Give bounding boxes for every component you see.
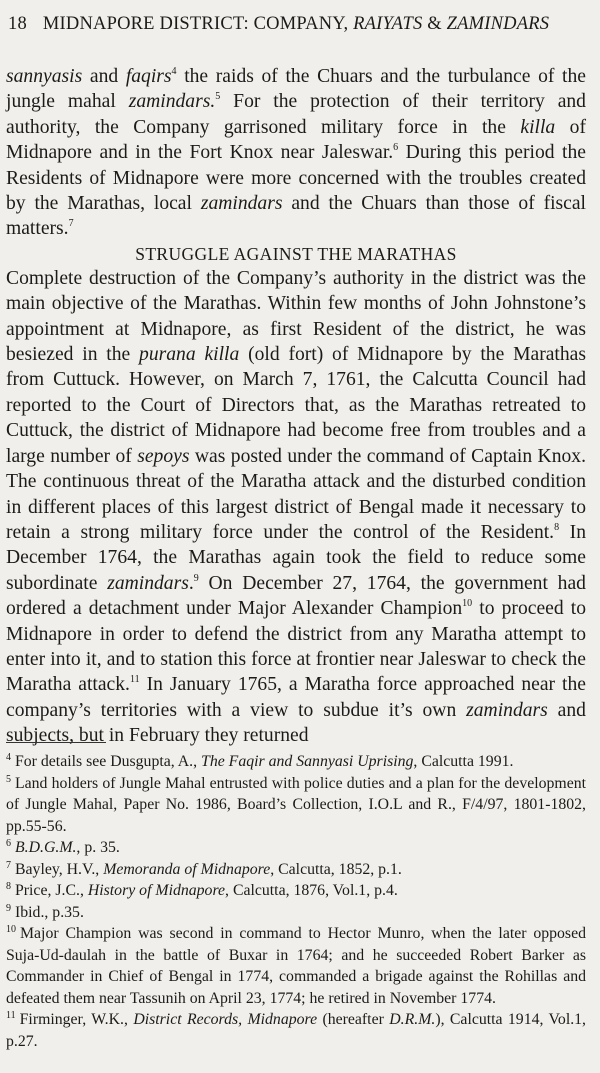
footnote-ref: 10 (462, 598, 473, 610)
footnotes (6, 751, 586, 1052)
running-header (8, 14, 590, 35)
footnote-11: $^{11}$ Firminger, W.K., District Records, Midnapore (hereafter D.R.M.), Calcutta 1914, Vol.1, p.27. (6, 1010, 586, 1050)
footnote-ref: 11 (129, 674, 140, 686)
page-number: 18 (8, 14, 27, 34)
section-heading: STRUGGLE AGAINST THE MARATHAS (135, 243, 457, 264)
footnote-4: $^4$ For details see Dusgupta, A., The Faqir and Sannyasi Uprising, Calcutta 1991. (6, 752, 514, 770)
paragraph-1: sannyasis and faqirs$^4$ the raids of the Chuars and the turbulance of the jungle mahal zamindars.$^5$ For the protection of their territory and authority, the Company garrisoned military force in the killa of Midnapore and in the Fort Knox near Jaleswar.$^6$ During this period the Residents of Midnapore were more concerned with the troubles created by the Marathas, local zamindars and the Chuars than those of fiscal matters.$^7$ (6, 66, 586, 240)
footnote-ref: 9 (193, 572, 199, 584)
footnote-7: $^7$ Bayley, H.V., Memoranda of Midnapore, Calcutta, 1852, p.1. (6, 859, 402, 878)
footnote-10: $^{10}$ Major Champion was second in command to Hector Munro, when the later opposed Suja-Ud-daulah in the battle of Buxar in 1764; and he succeeded Robert Barker as Commander in Chief of Bengal in 1774, commanded a brigade against the Rohillas and defeated them near Tassunih on April 23, 1774; he retired in November 1774. (6, 924, 586, 1007)
footnote-9: $^9$ Ibid., p.35. (6, 902, 84, 921)
footnote-ref: 7 (68, 218, 74, 230)
footnote-8: $^8$ Price, J.C., History of Midnapore, Calcutta, 1876, Vol.1, p.4. (6, 881, 398, 899)
footnote-6: $^6$ B.D.G.M., p. 35. (6, 838, 120, 856)
footnote-divider (6, 742, 106, 743)
footnote-ref: 6 (393, 142, 399, 154)
footnote-ref: 5 (215, 91, 221, 103)
paragraph-2: Complete destruction of the Company’s authority in the district was the main objective of the Marathas. Within few months of John Johnstone’s appointment at Midnapore, as first Resident of the district, he was besiezed in the purana killa (old fort) of Midnapore by the Marathas from Cuttuck. However, on March 7, 1761, the Calcutta Council had reported to the Court of Directors that, as the Marathas retreated to Cuttuck, the district of Midnapore had become free from troubles and a large number of sepoys was posted under the command of Captain Knox. The continuous threat of the Maratha attack and the disturbed condition in different places of this largest district of Bengal made it necessary to retain a strong military force under the control of the Resident.$^8$ In December 1764, the Marathas again took the field to reduce some subordinate zamindars.$^9$ On December 27, 1764, the government had ordered a detachment under Major Alexander Champion$^{10}$ to proceed to Midnapore in order to defend the district from any Maratha attempt to enter into it, and to station this force at frontier near Jaleswar to check the Maratha attack.$^{11}$ In January 1765, a Maratha force approached near the company’s territories with a view to subdue it’s own zamindars and subjects, but in February they returned (6, 267, 586, 747)
footnote-ref: 4 (171, 66, 177, 77)
footnote-ref: 8 (554, 521, 560, 533)
footnote-5: $^5$ Land holders of Jungle Mahal entrusted with police duties and a plan for the development of Jungle Mahal, Paper No. 1986, Board’s Collection, I.O.L and R., F/4/97, 1801-1802, pp.55-56. (6, 773, 586, 835)
header-title: MIDNAPORE DISTRICT: COMPANY, RAIYATS & ZAMINDARS (42, 14, 550, 34)
main-text (6, 64, 586, 749)
